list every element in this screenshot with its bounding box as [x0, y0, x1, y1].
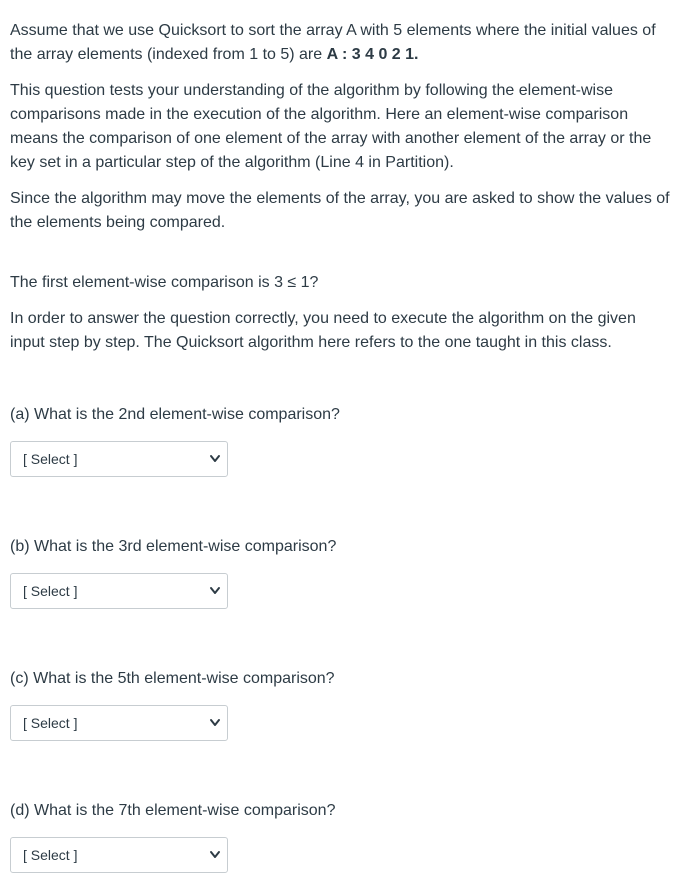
- chevron-down-icon: [209, 718, 221, 728]
- chevron-down-icon: [209, 850, 221, 860]
- question-b-label: (b) What is the 3rd element-wise comparison?: [10, 538, 337, 555]
- intro-paragraph-3: Since the algorithm may move the elements of the array, you are asked to show the values of the elements being compared.: [10, 190, 670, 231]
- question-c-label: (c) What is the 5th element-wise comparison?: [10, 670, 335, 687]
- question-d-select[interactable]: [10, 837, 228, 873]
- intro-paragraph-5: In order to answer the question correctly, you need to execute the algorithm on the given input step by step. The Quicksort algorithm here refers to the one taught in this class.: [10, 310, 636, 351]
- array-values: A : 3 4 0 2 1.: [326, 46, 419, 63]
- chevron-down-icon: [209, 586, 221, 596]
- question-d-label: (d) What is the 7th element-wise comparison?: [10, 802, 336, 819]
- first-comparison-text: The first element-wise comparison is 3 ≤ 1?: [10, 274, 319, 291]
- select-value: [ Select ]: [23, 715, 78, 731]
- chevron-down-icon: [209, 454, 221, 464]
- question-a-label: (a) What is the 2nd element-wise comparison?: [10, 406, 340, 423]
- intro-text: Assume that we use Quicksort to sort the array A with 5 elements where the initial values of the array elements (indexed from 1 to 5) are: [10, 22, 656, 63]
- question-b-select[interactable]: [10, 573, 228, 609]
- select-value: [ Select ]: [23, 583, 78, 599]
- intro-paragraph-1: [10, 19, 670, 67]
- question-a-select[interactable]: [10, 441, 228, 477]
- select-value: [ Select ]: [23, 847, 78, 863]
- question-c-select[interactable]: [10, 705, 228, 741]
- select-value: [ Select ]: [23, 451, 78, 467]
- intro-paragraph-2: This question tests your understanding of the algorithm by following the element-wise comparisons made in the execution of the algorithm. Here an element-wise comparison means the comparison of one element of the array with another element of the array or the key set in a particular step of the algorithm (Line 4 in Partition).: [10, 82, 652, 171]
